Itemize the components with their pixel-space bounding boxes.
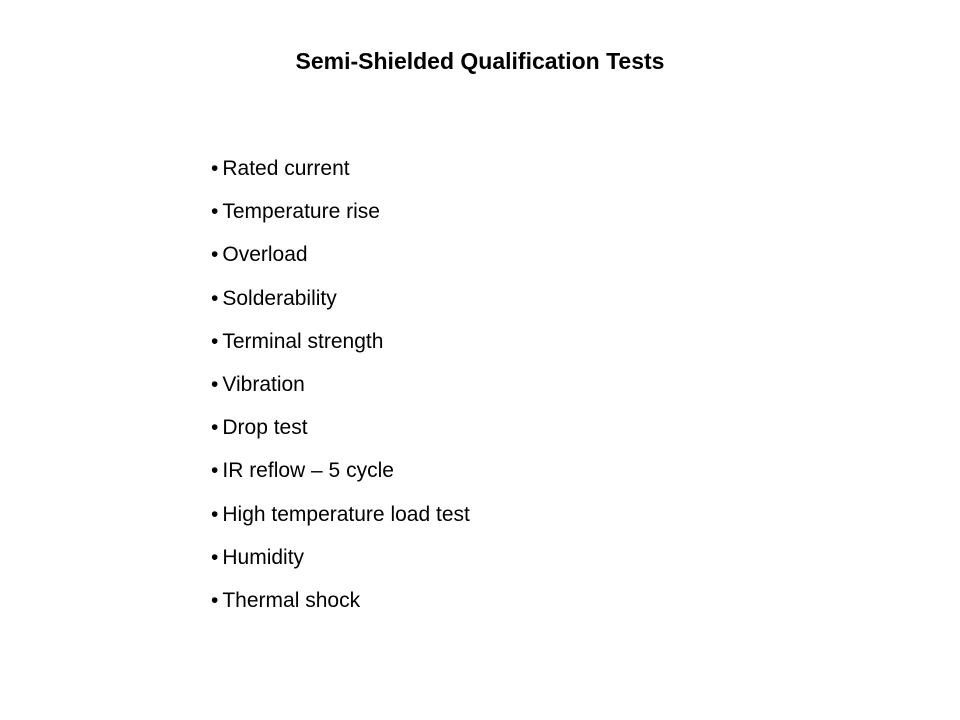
bullet-icon: • (211, 502, 219, 526)
list-item-label: IR reflow – 5 cycle (222, 459, 394, 483)
bullet-icon: • (211, 243, 219, 267)
list-item-label: Thermal shock (222, 588, 361, 612)
list-item (211, 586, 470, 616)
list-item (211, 456, 470, 486)
list-item (211, 240, 470, 270)
list-item-label: Terminal strength (222, 329, 384, 353)
list-item (211, 370, 470, 400)
list-item-label: Humidity (222, 545, 305, 569)
test-list (211, 154, 470, 629)
bullet-icon: • (211, 286, 219, 310)
bullet-icon: • (211, 588, 219, 612)
bullet-icon: • (211, 545, 219, 569)
list-item-label: Overload (222, 243, 308, 267)
list-item-label: Rated current (222, 157, 350, 180)
bullet-icon: • (211, 200, 219, 224)
list-item-label: Drop test (222, 416, 308, 440)
bullet-icon: • (211, 372, 219, 396)
list-item (211, 197, 470, 227)
slide-title: Semi-Shielded Qualification Tests (295, 48, 665, 74)
list-item-label: High temperature load test (222, 502, 470, 526)
bullet-icon: • (211, 329, 219, 353)
list-item-label: Solderability (222, 286, 337, 310)
list-item (211, 284, 470, 314)
bullet-icon: • (211, 459, 219, 483)
list-item (211, 500, 470, 530)
list-item-label: Vibration (222, 372, 305, 396)
list-item-label: Temperature rise (222, 200, 380, 224)
bullet-icon: • (211, 416, 219, 440)
list-item (211, 154, 470, 184)
list-item (211, 413, 470, 443)
bullet-icon: • (211, 157, 219, 180)
list-item (211, 543, 470, 573)
list-item (211, 327, 470, 357)
